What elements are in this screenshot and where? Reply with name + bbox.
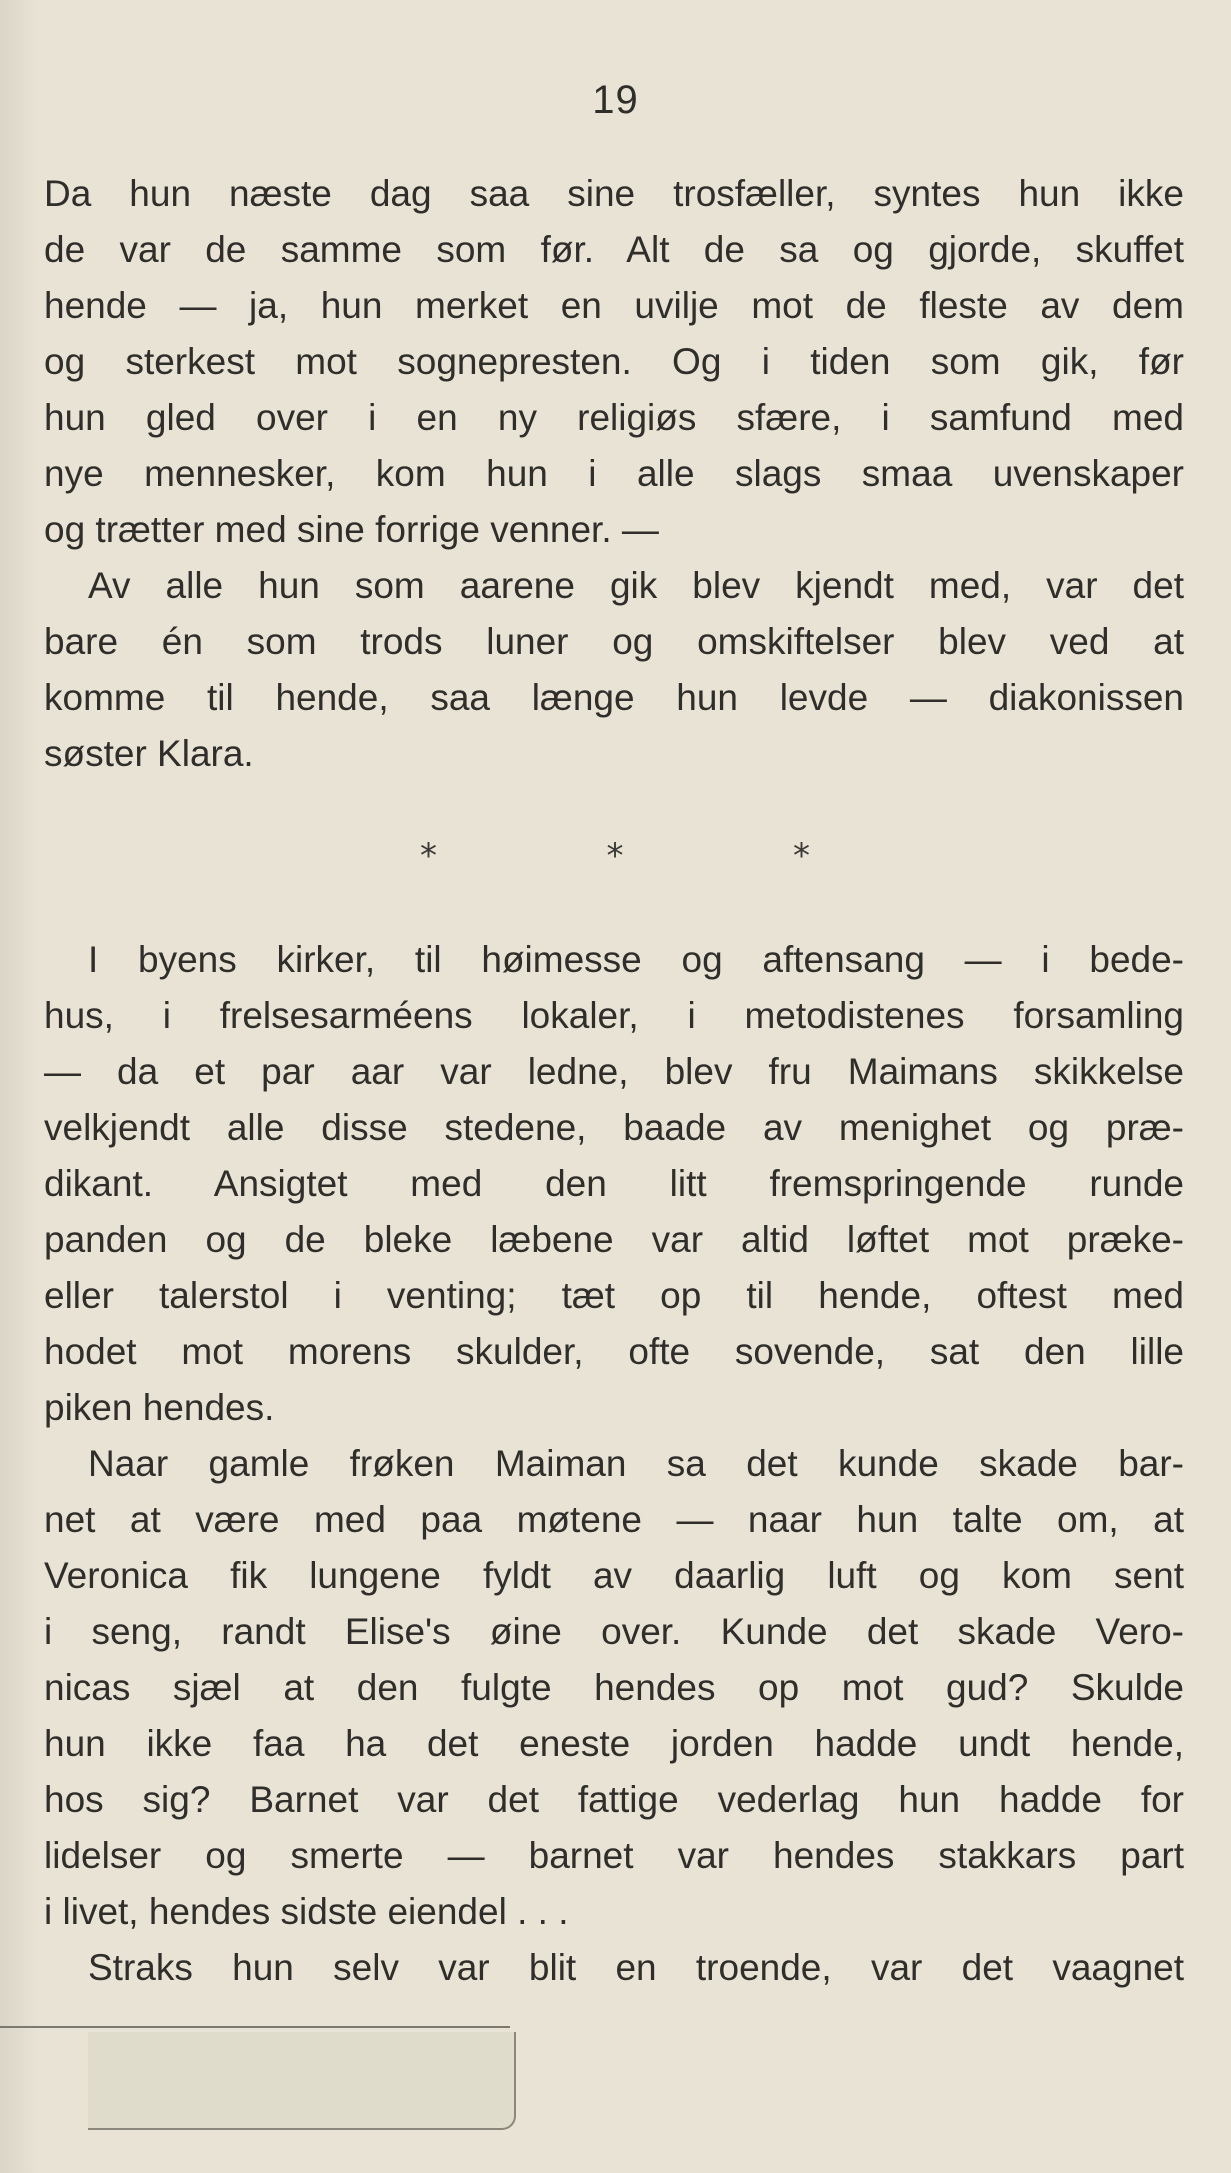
text-line: komme til hende, saa længe hun levde — diakonissen [44,677,1184,718]
text-line: hodet mot morens skulder, ofte sovende, sat den lille [44,1331,1184,1372]
section-separator [420,836,810,876]
text-line: Da hun næste dag saa sine trosfæller, syntes hun ikke [44,173,1184,214]
text-line: hos sig? Barnet var det fattige vederlag hun hadde for [44,1779,1184,1820]
scan-guide-line [0,2026,510,2028]
text-line: piken hendes. [44,1387,275,1428]
text-line: hus, i frelsesarméens lokaler, i metodistenes forsamling [44,995,1184,1036]
text-line: søster Klara. [44,733,254,774]
text-line: — da et par aar var ledne, blev fru Maimans skikkelse [44,1051,1184,1092]
text-line: panden og de bleke læbene var altid løftet mot præke- [44,1219,1184,1260]
text-block-after-break [44,932,1184,1996]
text-line: eller talerstol i venting; tæt op til hende, oftest med [44,1275,1184,1316]
text-line: i seng, randt Elise's øine over. Kunde det skade Vero- [44,1611,1184,1652]
text-line: hende — ja, hun merket en uvilje mot de fleste av dem [44,285,1184,326]
text-line: bare én som trods luner og omskiftelser blev ved at [44,621,1184,662]
text-line: Straks hun selv var blit en troende, var det vaagnet [88,1947,1184,1988]
scan-bookmark-tab [88,2032,516,2130]
text-line: og sterkest mot sognepresten. Og i tiden som gik, før [44,341,1184,382]
text-block-before-break [44,166,1184,782]
text-line: dikant. Ansigtet med den litt fremspringende runde [44,1163,1184,1204]
text-line: hun gled over i en ny religiøs sfære, i samfund med [44,397,1184,438]
text-line: net at være med paa møtene — naar hun talte om, at [44,1499,1184,1540]
text-line: Veronica fik lungene fyldt av daarlig luft og kom sent [44,1555,1184,1596]
page-number: 19 [592,78,639,122]
text-line: nye mennesker, kom hun i alle slags smaa uvenskaper [44,453,1184,494]
text-line: Av alle hun som aarene gik blev kjendt med, var det [88,565,1184,606]
text-line: hun ikke faa ha det eneste jorden hadde undt hende, [44,1723,1184,1764]
text-line: Naar gamle frøken Maiman sa det kunde skade bar- [88,1443,1184,1484]
text-line: nicas sjæl at den fulgte hendes op mot gud? Skulde [44,1667,1184,1708]
text-line: de var de samme som før. Alt de sa og gjorde, skuffet [44,229,1184,270]
asterisk: * [420,836,437,876]
text-line: i livet, hendes sidste eiendel . . . [44,1891,569,1932]
text-line: velkjendt alle disse stedene, baade av menighet og præ- [44,1107,1184,1148]
asterisk: * [606,836,624,876]
text-line: og trætter med sine forrige venner. — [44,509,659,550]
asterisk: * [793,836,810,876]
text-line: I byens kirker, til høimesse og aftensang — i bede- [88,939,1184,980]
text-line: lidelser og smerte — barnet var hendes stakkars part [44,1835,1184,1876]
